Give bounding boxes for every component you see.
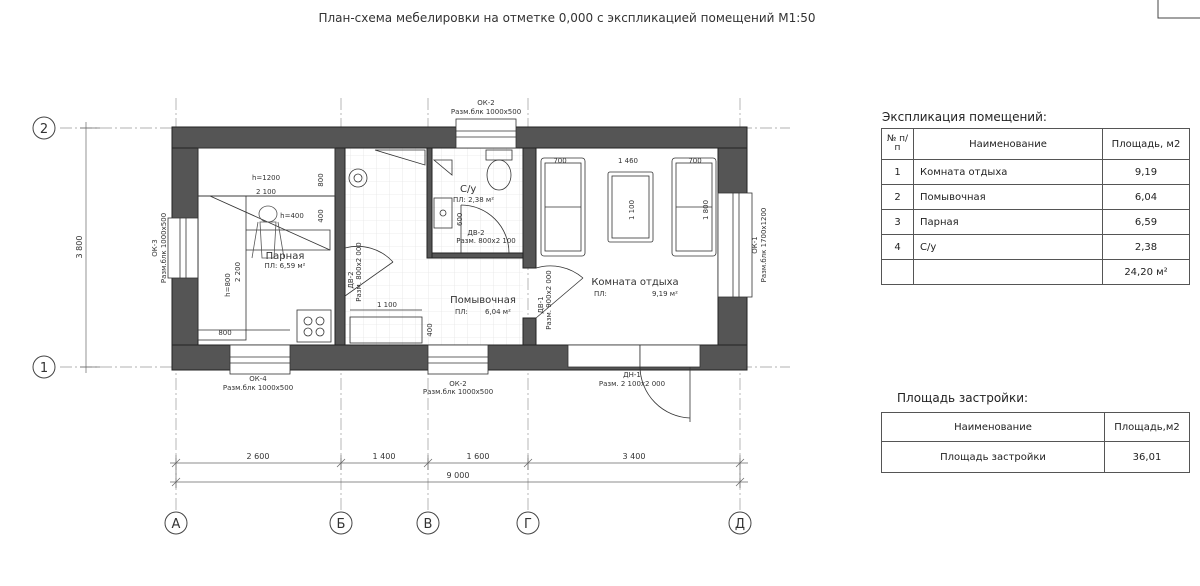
axis-label-a: А	[171, 517, 181, 532]
room-area-wash: 6,04 м²	[485, 308, 511, 316]
door-dv1-name: ДВ-1	[537, 296, 545, 314]
explication-header-name: Наименование	[914, 129, 1103, 160]
door-dv2-steam-size: Разм. 800х2 000	[355, 242, 363, 302]
window-ok2-bottom-size: Разм.блк 1000х500	[422, 388, 494, 396]
dim-700-left: 700	[553, 157, 567, 165]
door-dn1-name: ДН-1	[623, 371, 641, 379]
explication-row-num: 3	[882, 210, 914, 235]
dim-height: 3 800	[75, 235, 84, 259]
room-name-wc: С/у	[460, 184, 477, 195]
explication-row	[882, 210, 1190, 235]
explication-row-area: 2,38	[1103, 235, 1190, 260]
room-name-wash: Помывочная	[450, 295, 516, 306]
dim-seg4: 3 400	[622, 452, 646, 461]
explication-row-name: Помывочная	[914, 185, 1103, 210]
explication-title: Экспликация помещений:	[882, 110, 1047, 124]
drawing-title: План-схема мебелировки на отметке 0,000 с экспликацией помещений М1:50	[318, 11, 816, 25]
axis-label-1: 1	[39, 361, 49, 376]
dim-400-sauna: 400	[317, 209, 325, 223]
window-ok1-size: Разм.блк 1700х1200	[760, 207, 768, 283]
window-ok2-bottom-name: ОК-2	[449, 380, 467, 388]
room-area-steam: ПЛ: 6,59 м²	[264, 262, 306, 270]
explication-row-area: 6,59	[1103, 210, 1190, 235]
dim-1100-wash: 1 100	[376, 301, 398, 309]
dim-2100: 2 100	[255, 188, 277, 196]
window-ok4-name: ОК-4	[249, 375, 267, 383]
axis-label-b: Б	[336, 517, 346, 532]
axis-label-d: Д	[734, 517, 746, 532]
built-area-row-area: 36,01	[1105, 442, 1190, 473]
explication-row	[882, 160, 1190, 185]
explication-header-num: № п/п	[882, 129, 914, 160]
room-area-label-wash: ПЛ:	[455, 308, 468, 316]
door-dv1-size: Разм. 900х2 000	[545, 270, 553, 330]
dim-1800-sofa: 1 800	[702, 199, 710, 221]
explication-row-name: С/у	[914, 235, 1103, 260]
explication-row-num: 1	[882, 160, 914, 185]
built-area-header-name: Наименование	[882, 413, 1105, 442]
explication-total-row	[882, 260, 1190, 285]
axis-label-g: Г	[524, 517, 532, 532]
sheet-frame	[1158, 0, 1200, 18]
explication-row-name: Комната отдыха	[914, 160, 1103, 185]
dim-400-wash: 400	[426, 323, 434, 337]
dim-800-sauna-bottom: 800	[218, 329, 232, 337]
explication-row-num: 4	[882, 235, 914, 260]
explication-header-area: Площадь, м2	[1103, 129, 1190, 160]
built-area-header-area: Площадь,м2	[1105, 413, 1190, 442]
dim-1100-table: 1 100	[628, 199, 636, 221]
dim-seg1: 2 600	[246, 452, 270, 461]
explication-row	[882, 185, 1190, 210]
built-area-title: Площадь застройки:	[897, 391, 1029, 405]
dim-700-right: 700	[688, 157, 702, 165]
dim-1460: 1 460	[617, 157, 639, 165]
explication-row-num: 2	[882, 185, 914, 210]
dim-total: 9 000	[446, 471, 470, 480]
dim-2200: 2 200	[234, 261, 242, 283]
explication-row-name: Парная	[914, 210, 1103, 235]
window-ok1-name: ОК-1	[751, 236, 759, 254]
window-ok4-size: Разм.блк 1000х500	[222, 384, 294, 392]
dim-seg2: 1 400	[372, 452, 396, 461]
room-name-rest: Комната отдыха	[591, 277, 679, 288]
dim-600-wc: 600	[456, 212, 464, 226]
mark-h400: h=400	[280, 212, 304, 220]
axis-label-v: В	[423, 517, 433, 532]
built-area-row-name: Площадь застройки	[882, 442, 1105, 473]
room-area-label-rest: ПЛ:	[594, 290, 607, 298]
window-ok2-top-name: ОК-2	[477, 99, 495, 107]
door-dv2-wc-size: Разм. 800х2 100	[456, 237, 516, 245]
mark-h800: h=800	[224, 273, 232, 297]
explication-row-area: 6,04	[1103, 185, 1190, 210]
mark-h1200: h=1200	[251, 174, 281, 182]
window-ok3-name: ОК-3	[151, 239, 159, 257]
room-area-wc: ПЛ: 2,38 м²	[453, 196, 495, 204]
room-area-rest: 9,19 м²	[652, 290, 678, 298]
door-dv2-steam-name: ДВ-2	[347, 271, 355, 289]
explication-row	[882, 235, 1190, 260]
room-name-steam: Парная	[265, 251, 305, 262]
window-ok2-top-size: Разм.блк 1000х500	[450, 108, 522, 116]
sauna-stove	[297, 310, 331, 342]
door-dv2-wc-name: ДВ-2	[467, 229, 485, 237]
explication-table	[881, 128, 1190, 285]
dim-seg3: 1 600	[466, 452, 490, 461]
axis-label-2: 2	[39, 122, 49, 137]
dim-800-sauna-top: 800	[317, 173, 325, 187]
window-ok3-size: Разм.блк 1000х500	[160, 212, 168, 284]
door-dn1-size: Разм. 2 100х2 000	[598, 380, 666, 388]
built-area-table	[881, 412, 1190, 473]
explication-total: 24,20 м²	[1103, 260, 1190, 285]
built-area-row	[882, 442, 1190, 473]
explication-row-area: 9,19	[1103, 160, 1190, 185]
